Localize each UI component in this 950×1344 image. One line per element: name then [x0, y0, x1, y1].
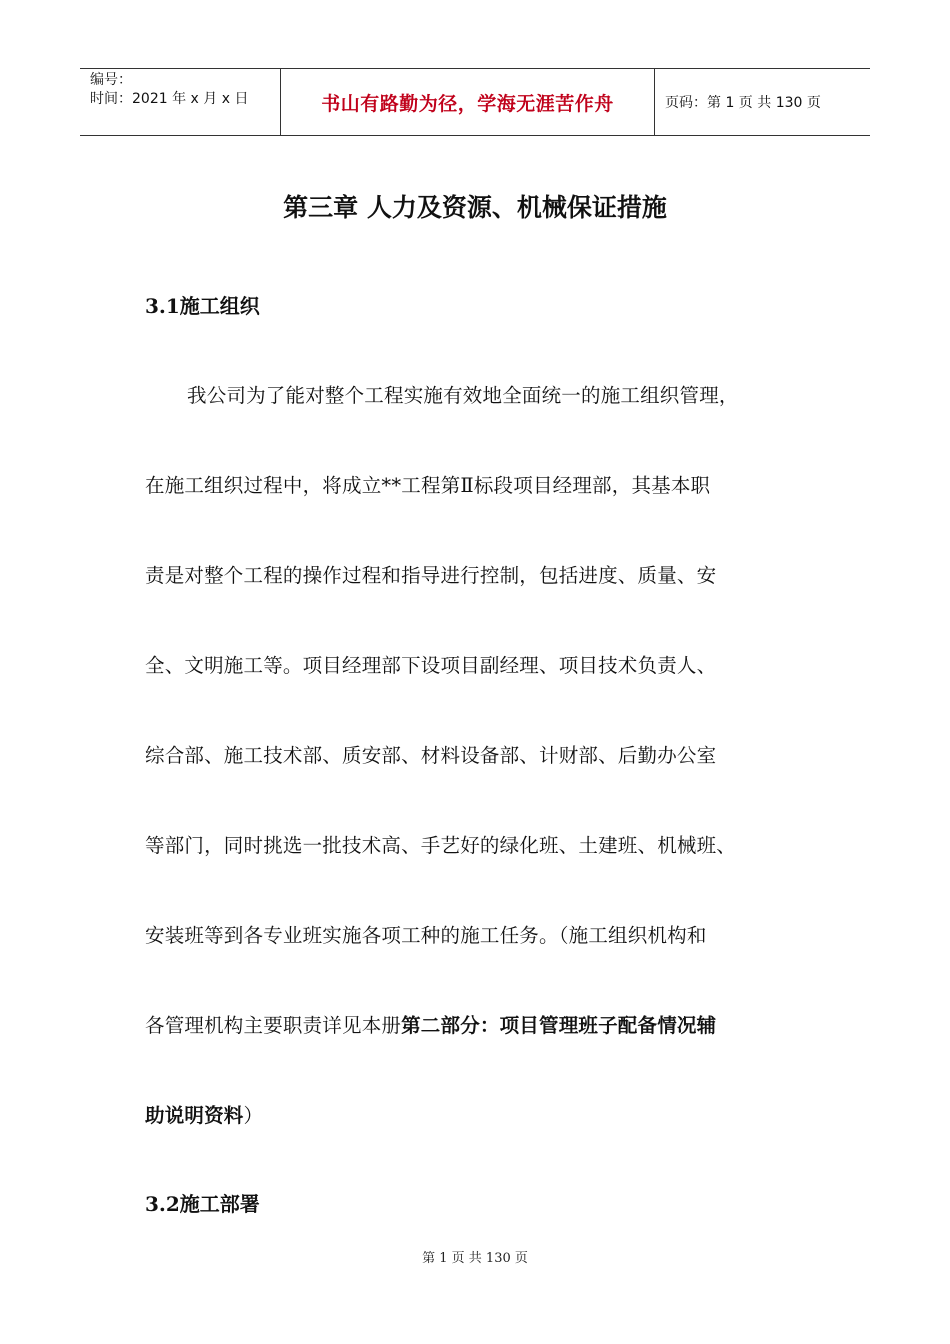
chapter-title: 第三章 人力及资源、机械保证措施 [283, 193, 667, 222]
paragraph-line: 我公司为了能对整个工程实施有效地全面统一的施工组织管理， [187, 384, 739, 407]
time-label: 时间：2021 年 x 月 x 日 [90, 91, 249, 107]
page-footer: 第 1 页 共 130 页 [422, 1251, 528, 1266]
line-bold-reference: 第二部分：项目管理班子配备情况辅 [401, 1014, 717, 1037]
page-info: 页码：第 1 页 共 130 页 [665, 95, 821, 111]
paragraph-line: 安装班等到各专业班实施各项工种的施工任务。（施工组织机构和 [145, 924, 707, 947]
line-normal-text: ） [243, 1104, 264, 1127]
paragraph-line: 全、文明施工等。项目经理部下设项目副经理、项目技术负责人、 [145, 654, 717, 677]
header-motto-cell [281, 69, 655, 135]
paragraph-line: 等部门，同时挑选一批技术高、手艺好的绿化班、土建班、机械班、 [145, 834, 737, 857]
line-bold-reference: 助说明资料 [145, 1104, 244, 1127]
paragraph-line: 在施工组织过程中，将成立**工程第Ⅱ标段项目经理部，其基本职 [145, 474, 711, 497]
paragraph-line [145, 1010, 716, 1038]
motto-text: 书山有路勤为径，学海无涯苦作舟 [321, 92, 614, 115]
line-normal-text: 各管理机构主要职责详见本册 [145, 1014, 402, 1037]
section-heading-3-1: 3.1施工组织 [145, 294, 260, 318]
paragraph-line: 综合部、施工技术部、质安部、材料设备部、计财部、后勤办公室 [145, 744, 717, 767]
document-header [80, 68, 870, 136]
header-meta-cell [80, 69, 281, 135]
header-page-cell [655, 69, 870, 135]
number-label: 编号： [90, 72, 132, 88]
paragraph-line: 责是对整个工程的操作过程和指导进行控制，包括进度、质量、安 [145, 564, 717, 587]
section-heading-3-2: 3.2施工部署 [145, 1192, 260, 1216]
paragraph-line [145, 1100, 263, 1128]
